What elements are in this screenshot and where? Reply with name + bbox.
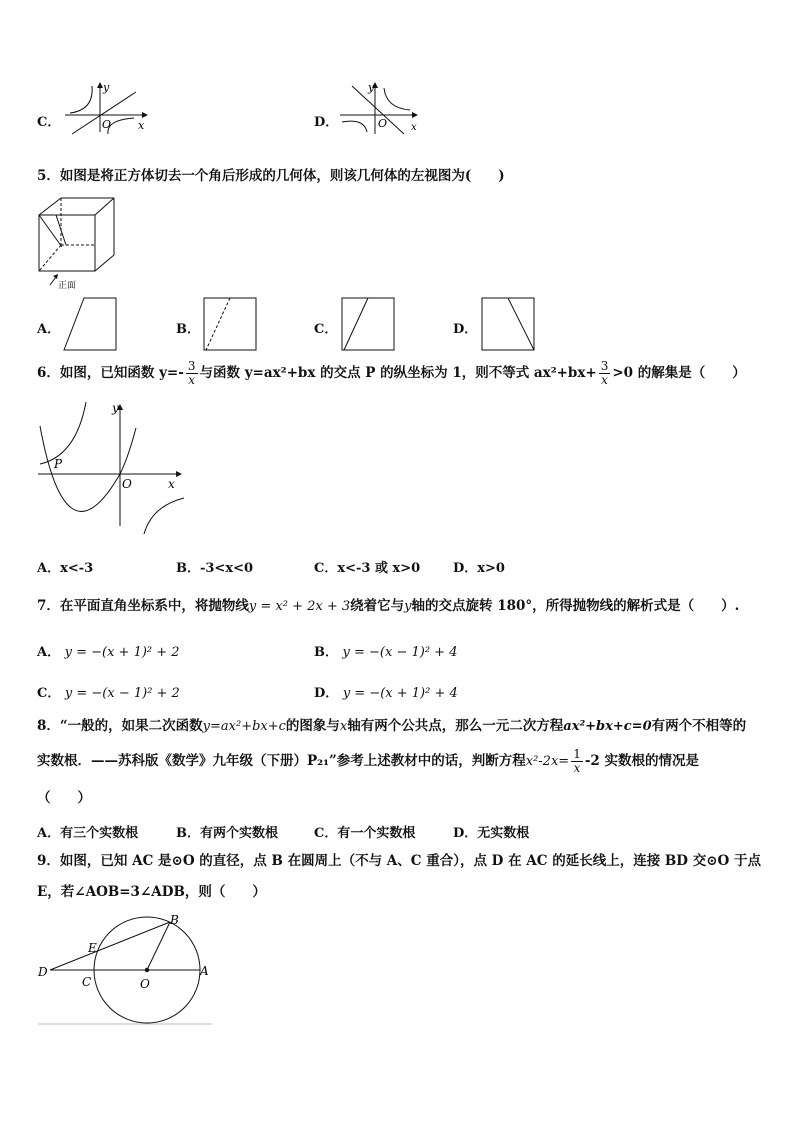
q6-label-x: x — [168, 477, 175, 491]
q8-option-c[interactable]: C．有一个实数根 — [314, 826, 416, 841]
q5-option-d-label[interactable]: D． — [453, 322, 478, 337]
q9-label-c: C — [82, 975, 92, 989]
q5-option-a-label[interactable]: A． — [37, 322, 61, 337]
q9-label-e: E — [88, 941, 97, 955]
q6-label-o: O — [122, 477, 132, 491]
q8-line-1: 8．“一般的，如果二次函数y=ax²+bx+c的图象与x轴有两个公共点，那么一元二次方程ax²+bx+c=0有两个不相等的 — [37, 718, 747, 734]
q4-option-d-graph — [338, 82, 422, 134]
q4-d-axis-y: y — [368, 81, 375, 94]
q4-d-origin: O — [378, 117, 388, 130]
q9-line-2: E，若∠AOB=3∠ADB，则（ ） — [37, 884, 266, 900]
q4-c-origin: O — [102, 118, 112, 131]
q5-front-label: 正面 — [58, 281, 77, 291]
q7-option-b[interactable]: B． y = −(x − 1)² + 4 — [314, 645, 458, 660]
q6-label-y: y — [112, 401, 119, 415]
q6-option-a[interactable]: A．x<-3 — [37, 561, 94, 576]
q4-c-axis-x: x — [138, 119, 145, 132]
q6-option-c[interactable]: C．x<-3 或 x>0 — [314, 561, 421, 576]
q5-option-c-label[interactable]: C． — [314, 322, 338, 337]
q7-stem: 7．在平面直角坐标系中，将抛物线y = x² + 2x + 3绕着它与y轴的交点旋转 180°，所得抛物线的解析式是（ ）. — [37, 598, 740, 614]
q5-stem: 5．如图是将正方体切去一个角后形成的几何体，则该几何体的左视图为( ) — [37, 168, 505, 184]
q9-line-1: 9．如图，已知 AC 是⊙O 的直径，点 B 在圆周上（不与 A、C 重合），点 D 在 AC 的延长线上，连接 BD 交⊙O 于点 — [37, 853, 761, 869]
q5-figure — [36, 195, 118, 287]
q4-c-axis-y: y — [103, 81, 110, 94]
q6-stem: 6．如图，已知函数 y=- $\frac{3}{x}$ 与函数 y=ax²+bx 的交点 P 的纵坐标为 1，则不等式 ax²+bx+ $\frac{3}{x}$ >0 的解集是（ ） — [37, 359, 746, 387]
q8-line-3: （ ） — [37, 790, 91, 806]
q7-option-d[interactable]: D． y = −(x + 1)² + 4 — [314, 686, 458, 701]
q5-option-a-shape — [62, 296, 118, 352]
q9-figure — [36, 912, 212, 1026]
q4-option-c-graph — [60, 82, 150, 134]
q5-option-b-label[interactable]: B． — [176, 322, 200, 337]
q9-label-a: A — [200, 964, 209, 978]
q8-option-d[interactable]: D．无实数根 — [453, 826, 530, 841]
q9-label-d: D — [38, 965, 48, 979]
q7-option-a[interactable]: A． y = −(x + 1)² + 2 — [37, 645, 180, 660]
q6-label-p: P — [54, 457, 63, 471]
q6-graph — [36, 398, 192, 538]
q5-option-b-shape — [202, 296, 258, 352]
q9-label-b: B — [170, 913, 179, 927]
q4-option-d-label[interactable]: D． — [314, 115, 339, 130]
q8-option-b[interactable]: B．有两个实数根 — [176, 826, 278, 841]
q6-option-b[interactable]: B．-3<x<0 — [176, 561, 254, 576]
q9-label-o: O — [140, 977, 150, 991]
q6-option-d[interactable]: D．x>0 — [453, 561, 505, 576]
q7-option-c[interactable]: C． y = −(x − 1)² + 2 — [37, 686, 180, 701]
q8-option-a[interactable]: A．有三个实数根 — [37, 826, 139, 841]
q4-d-axis-x: x — [411, 122, 417, 133]
q5-option-c-shape — [340, 296, 396, 352]
q5-option-d-shape — [480, 296, 536, 352]
q8-line-2: 实数根．——苏科版《数学》九年级（下册）P₂₁”参考上述教材中的话，判断方程x²-2x= $\frac{1}{x}$ -2 实数根的情况是 — [37, 747, 700, 775]
q4-option-c-label[interactable]: C． — [37, 115, 61, 130]
